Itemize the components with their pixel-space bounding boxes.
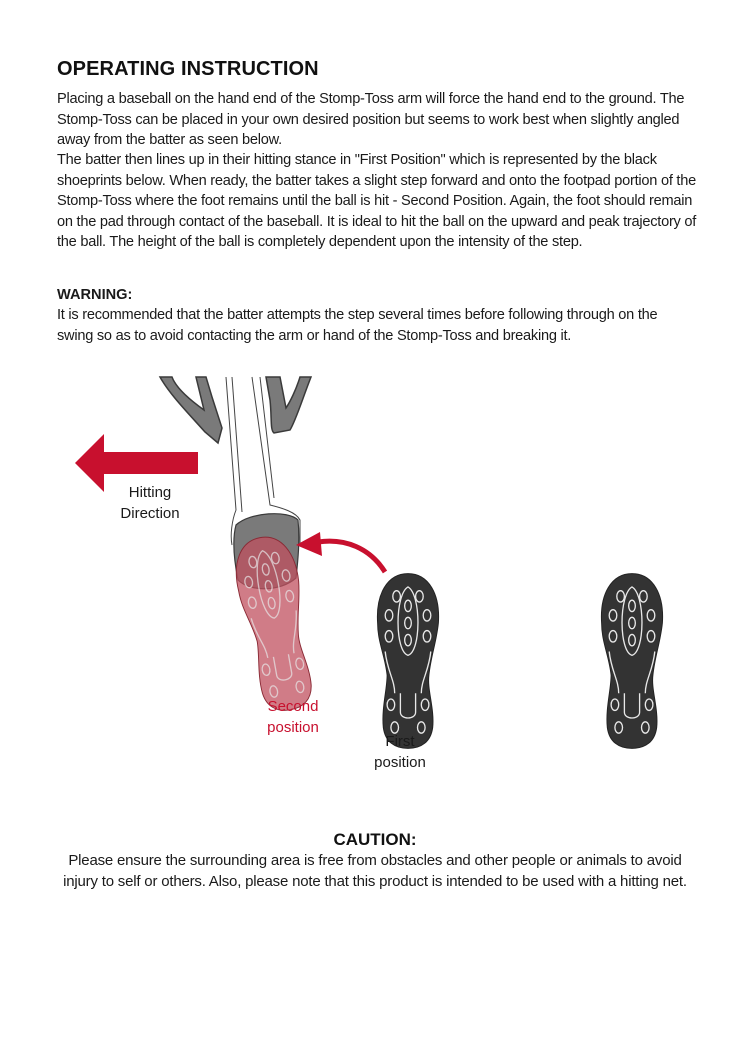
second-position-label: Second position (267, 698, 319, 736)
warning-heading: WARNING: (57, 287, 133, 303)
second-position-shoeprint (230, 532, 321, 715)
intro-paragraph: Placing a baseball on the hand end of the Stomp-Toss arm will force the hand end to the ground. The Stomp-Toss can be placed in your own desired position but seems to work best when slightly angled away from the batter as seen below. (57, 91, 685, 149)
rear-foot-shoeprint (601, 574, 662, 749)
caution-section (60, 829, 690, 893)
caution-heading: CAUTION: (333, 830, 417, 849)
hitting-direction-label: Hitting Direction (120, 484, 180, 522)
warning-text: It is recommended that the batter attempts the step several times before following through on the swing so as to avoid contacting the arm or hand of the Stomp-Toss and breaking it. (57, 307, 658, 344)
caution-text: Please ensure the surrounding area is free from obstacles and other people or animals to avoid injury to self or others. Also, please note that this product is intended to be used with a hitting net. (63, 852, 687, 890)
instruction-figure (0, 370, 750, 790)
step-arrow (318, 541, 385, 572)
page-title: OPERATING INSTRUCTION (57, 58, 319, 80)
device-arm-right (266, 377, 311, 433)
device-arm-left (160, 377, 222, 443)
first-position-label: First position (374, 733, 426, 771)
positions-paragraph: The batter then lines up in their hitting stance in "First Position" which is represented by the black shoeprints below. When ready, the batter takes a slight step forward and onto the footpad portion of the Stomp-Toss where the foot remains until the ball is hit - Second Position. Again, the foot should remain on the pad through contact of the baseball. It is ideal to hit the ball on the upward and peak trajectory of the ball. The height of the ball is completely dependent upon the intensity of the step. (57, 152, 697, 251)
first-position-shoeprint (377, 574, 438, 749)
